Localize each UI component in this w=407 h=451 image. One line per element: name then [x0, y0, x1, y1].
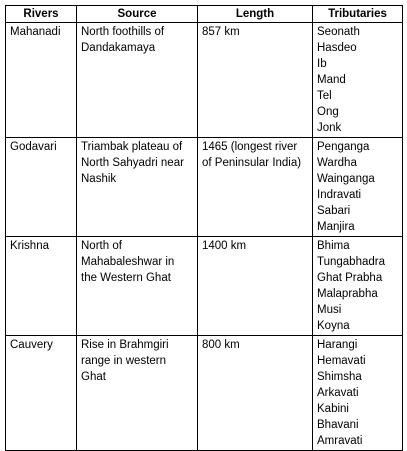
- tributary-item: Tel: [317, 90, 332, 102]
- tributary-item: Ong: [317, 106, 339, 118]
- river-name-cell: Mahanadi: [6, 23, 77, 138]
- length-cell: 1400 km: [198, 237, 313, 336]
- tributary-item: Arkavati: [317, 387, 359, 399]
- tributary-item: Harangi: [317, 339, 358, 351]
- tributary-item: Wainganga: [317, 173, 375, 185]
- river-name-cell: Cauvery: [6, 336, 77, 451]
- tributaries-list: [317, 238, 398, 334]
- tributaries-cell: [313, 138, 403, 237]
- tributary-item: Hasdeo: [317, 42, 357, 54]
- river-name-cell: Godavari: [6, 138, 77, 237]
- tributary-item: Mand: [317, 74, 346, 86]
- rivers-table: [5, 5, 403, 451]
- tributary-item: Bhima: [317, 240, 350, 252]
- tributaries-list: [317, 24, 398, 136]
- header-tributaries: Tributaries: [313, 6, 403, 23]
- tributaries-cell: [313, 23, 403, 138]
- source-cell: North of Mahabaleshwar in the Western Ghat: [77, 237, 198, 336]
- tributary-item: Indravati: [317, 189, 362, 201]
- river-name-cell: Krishna: [6, 237, 77, 336]
- table-row: [6, 336, 403, 451]
- tributary-item: Seonath: [317, 26, 360, 38]
- tributaries-cell: [313, 237, 403, 336]
- tributaries-cell: [313, 336, 403, 451]
- table-row: [6, 23, 403, 138]
- header-source: Source: [77, 6, 198, 23]
- header-length: Length: [198, 6, 313, 23]
- header-row: [6, 6, 403, 23]
- tributaries-list: [317, 337, 398, 449]
- tributary-item: Ghat Prabha: [317, 272, 383, 284]
- tributary-item: Musi: [317, 304, 342, 316]
- tributary-item: Hemavati: [317, 355, 366, 367]
- tributary-item: Jonk: [317, 122, 342, 134]
- source-cell: North foothills of Dandakamaya: [77, 23, 198, 138]
- header-rivers: Rivers: [6, 6, 77, 23]
- tributaries-list: [317, 139, 398, 235]
- length-cell: 800 km: [198, 336, 313, 451]
- tributary-item: Malaprabha: [317, 288, 378, 300]
- tributary-item: Penganga: [317, 141, 370, 153]
- tributary-item: Sabari: [317, 205, 351, 217]
- tributary-item: Kabini: [317, 403, 349, 415]
- source-cell: Rise in Brahmgiri range in western Ghat: [77, 336, 198, 451]
- table-row: [6, 237, 403, 336]
- tributary-item: Koyna: [317, 320, 350, 332]
- tributary-item: Amravati: [317, 435, 363, 447]
- table-row: [6, 138, 403, 237]
- length-cell: 1465 (longest river of Peninsular India): [198, 138, 313, 237]
- tributary-item: Manjira: [317, 221, 355, 233]
- tributary-item: Wardha: [317, 157, 357, 169]
- tributary-item: Ib: [317, 58, 327, 70]
- source-cell: Triambak plateau of North Sahyadri near Nashik: [77, 138, 198, 237]
- tributary-item: Bhavani: [317, 419, 359, 431]
- length-cell: 857 km: [198, 23, 313, 138]
- tributary-item: Shimsha: [317, 371, 362, 383]
- tributary-item: Tungabhadra: [317, 256, 385, 268]
